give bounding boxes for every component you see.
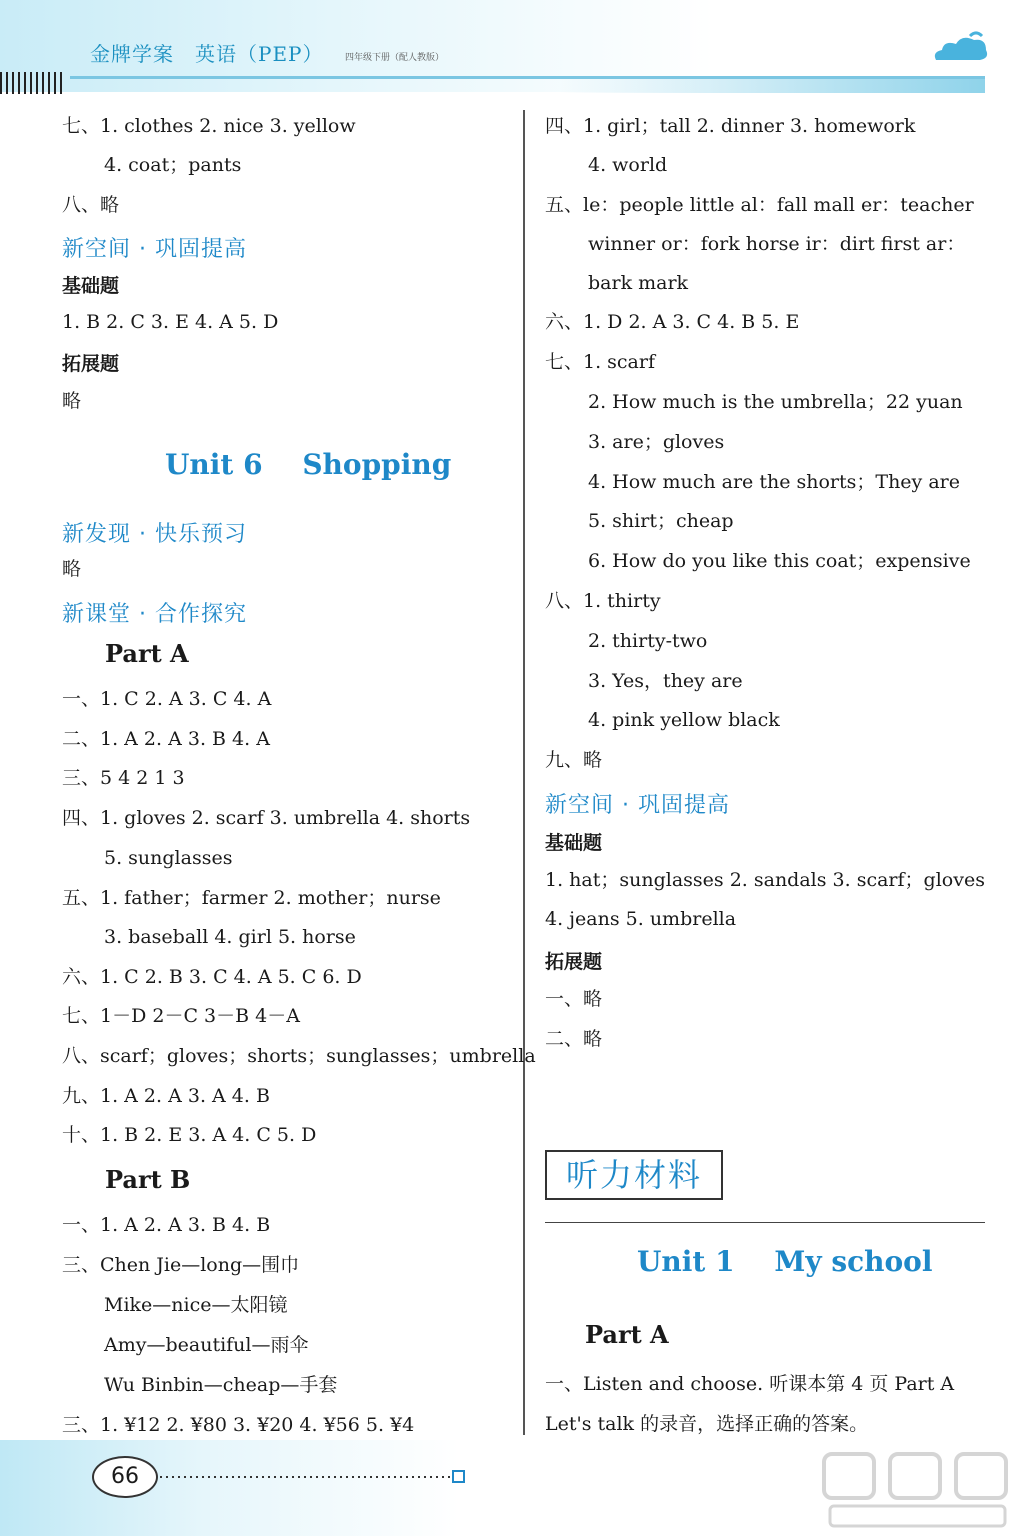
column-divider (523, 110, 525, 1435)
answer-line: 八、1. thirty (545, 590, 661, 612)
page-number: 66 (92, 1456, 158, 1498)
answer-line: 五、le：people little al：fall mall er：teacher (545, 194, 974, 216)
answer-line: 2. thirty-two (588, 630, 708, 652)
answer-line: winner or：fork horse ir：dirt first ar： (588, 233, 966, 255)
answer-line: 八、scarf；gloves；shorts；sunglasses；umbrella (62, 1045, 536, 1067)
answer-line: 三、1. ¥12 2. ¥80 3. ¥20 4. ¥56 5. ¥4 (62, 1414, 415, 1436)
answer-line: 八、略 (62, 194, 120, 216)
answer-line: 一、1. A 2. A 3. B 4. B (62, 1214, 271, 1236)
answer-line: 略 (62, 558, 82, 580)
unit-number: Unit 6 (165, 448, 263, 481)
part-title: Part A (585, 1320, 669, 1349)
section-heading: 新空间 · 巩固提高 (62, 237, 247, 262)
unit-number: Unit 1 (637, 1245, 735, 1278)
answer-line: 十、1. B 2. E 3. A 4. C 5. D (62, 1124, 317, 1146)
answer-line: 一、1. C 2. A 3. C 4. A (62, 688, 272, 710)
unit-name: Shopping (302, 448, 452, 481)
instruction-line: Let's talk 的录音，选择正确的答案。 (545, 1413, 869, 1435)
subsection-heading: 基础题 (62, 275, 120, 297)
book-title: 金牌学案 英语（PEP） (90, 42, 324, 66)
part-title: Part B (105, 1165, 191, 1194)
section-heading: 新课堂 · 合作探究 (62, 602, 247, 627)
header-ticks (0, 72, 62, 94)
footer-dots (160, 1476, 452, 1478)
answer-line: 四、1. girl；tall 2. dinner 3. homework (545, 115, 916, 137)
answer-line: 2. How much is the umbrella；22 yuan (588, 391, 963, 413)
answer-line: 六、1. C 2. B 3. C 4. A 5. C 6. D (62, 966, 362, 988)
part-title: Part A (105, 639, 189, 668)
subsection-heading: 拓展题 (545, 951, 603, 973)
section-heading: 新发现 · 快乐预习 (62, 522, 247, 547)
instruction-line: 一、Listen and choose. 听课本第 4 页 Part A (545, 1373, 955, 1395)
answer-line: 4. coat；pants (104, 154, 242, 176)
section-heading: 新空间 · 巩固提高 (545, 793, 730, 818)
subsection-heading: 拓展题 (62, 353, 120, 375)
cloud-logo-icon (930, 30, 990, 70)
answer-line: 3. Yes，they are (588, 670, 743, 692)
answer-line: Mike—nice—太阳镜 (104, 1294, 288, 1316)
subsection-heading: 基础题 (545, 832, 603, 854)
answer-line: 三、5 4 2 1 3 (62, 767, 185, 789)
answer-line: 3. baseball 4. girl 5. horse (104, 926, 356, 948)
answer-line: 4. pink yellow black (588, 709, 780, 731)
answer-line: 5. shirt；cheap (588, 510, 734, 532)
answer-line: 5. sunglasses (104, 847, 233, 869)
answer-line: 略 (62, 390, 82, 412)
answer-line: 4. How much are the shorts；They are (588, 471, 960, 493)
answer-line: 七、1－D 2－C 3－B 4－A (62, 1005, 300, 1027)
answer-line: 4. world (588, 154, 668, 176)
answer-line: 九、略 (545, 749, 603, 771)
answer-line: 二、略 (545, 1028, 603, 1050)
answer-line: 七、1. scarf (545, 351, 656, 373)
answer-line: 五、1. father；farmer 2. mother；nurse (62, 887, 441, 909)
answer-line: Amy—beautiful—雨伞 (104, 1334, 309, 1356)
answer-line: 一、略 (545, 988, 603, 1010)
answer-line: 1. hat；sunglasses 2. sandals 3. scarf；gloves (545, 869, 985, 891)
answer-line: 3. are；gloves (588, 431, 725, 453)
answer-line: 三、Chen Jie—long—围巾 (62, 1254, 300, 1276)
box-underline (545, 1222, 985, 1223)
answer-line: Wu Binbin—cheap—手套 (104, 1374, 338, 1396)
unit-title (165, 448, 451, 481)
answer-line: 六、1. D 2. A 3. C 4. B 5. E (545, 311, 800, 333)
answer-line: 4. jeans 5. umbrella (545, 908, 737, 930)
listening-materials-box: 听力材料 (545, 1150, 723, 1200)
header-glow (560, 79, 985, 93)
unit-name: My school (774, 1245, 933, 1278)
answer-line: 6. How do you like this coat；expensive (588, 550, 971, 572)
answer-line: bark mark (588, 272, 689, 294)
answer-line: 1. B 2. C 3. E 4. A 5. D (62, 311, 279, 333)
unit-title (637, 1245, 933, 1278)
answer-line: 七、1. clothes 2. nice 3. yellow (62, 115, 356, 137)
answer-line: 二、1. A 2. A 3. B 4. A (62, 728, 270, 750)
footer-square-icon (452, 1470, 465, 1483)
answer-line: 九、1. A 2. A 3. A 4. B (62, 1085, 270, 1107)
book-subtitle: 四年级下册（配人教版） (345, 53, 445, 63)
answer-line: 四、1. gloves 2. scarf 3. umbrella 4. shorts (62, 807, 471, 829)
watermark-logo-icon (820, 1450, 1015, 1532)
